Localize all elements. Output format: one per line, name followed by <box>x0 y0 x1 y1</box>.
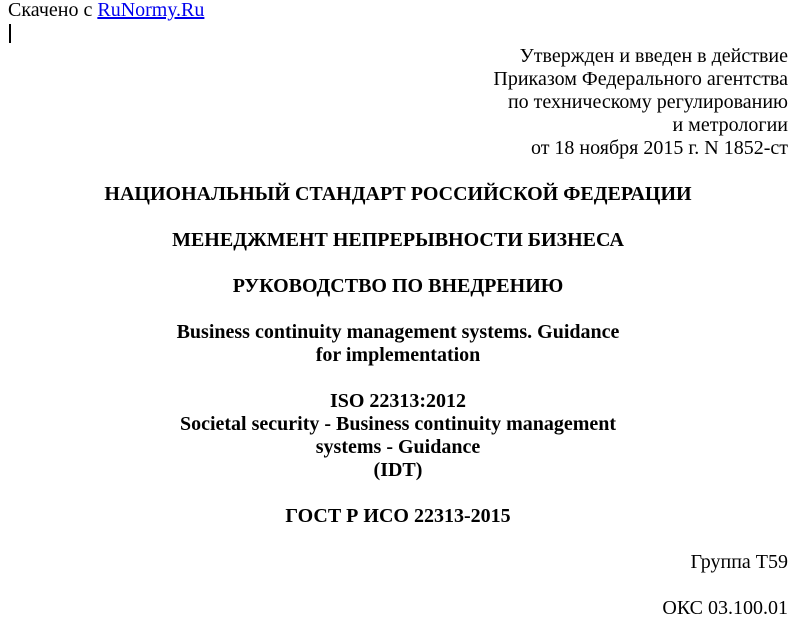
caret-line <box>8 22 788 45</box>
blank-line <box>8 298 788 321</box>
approval-line: Утвержден и введен в действие <box>519 45 788 67</box>
blank-line <box>8 482 788 505</box>
iso-title-line: Societal security - Business continuity management <box>179 413 617 435</box>
document-editor[interactable] <box>8 0 788 620</box>
iso-title-line: systems - Guidance <box>315 436 481 458</box>
blank-line <box>8 528 788 551</box>
blank-line <box>8 252 788 275</box>
gost-designation: ГОСТ Р ИСО 22313-2015 <box>285 505 511 527</box>
approval-line: и метрологии <box>672 114 788 136</box>
blank-line <box>8 160 788 183</box>
approval-line: от 18 ноября 2015 г. N 1852-ст <box>530 137 788 159</box>
blank-line <box>8 574 788 597</box>
download-prefix-text: Скачено с <box>8 0 98 21</box>
blank-line <box>8 367 788 390</box>
iso-designation: ISO 22313:2012 <box>329 390 467 412</box>
standard-type-heading: НАЦИОНАЛЬНЫЙ СТАНДАРТ РОССИЙСКОЙ ФЕДЕРАЦИИ <box>104 183 692 205</box>
standard-title: МЕНЕДЖМЕНТ НЕПРЕРЫВНОСТИ БИЗНЕСА <box>172 229 624 251</box>
blank-line <box>8 206 788 229</box>
classification-group: Группа Т59 <box>690 551 788 573</box>
approval-block <box>8 45 788 160</box>
approval-line: Приказом Федерального агентства <box>493 68 788 90</box>
download-source-line <box>8 0 788 22</box>
english-title-line: Business continuity management systems. Guidance <box>176 321 620 343</box>
standard-subtitle: РУКОВОДСТВО ПО ВНЕДРЕНИЮ <box>232 275 564 297</box>
oks-code: ОКС 03.100.01 <box>662 597 788 619</box>
runormy-link[interactable]: RuNormy.Ru <box>97 0 205 21</box>
approval-line: по техническому регулированию <box>507 91 788 113</box>
english-title-line: for implementation <box>315 344 481 366</box>
equivalence-mark: (IDT) <box>373 459 423 481</box>
text-cursor <box>9 24 11 43</box>
